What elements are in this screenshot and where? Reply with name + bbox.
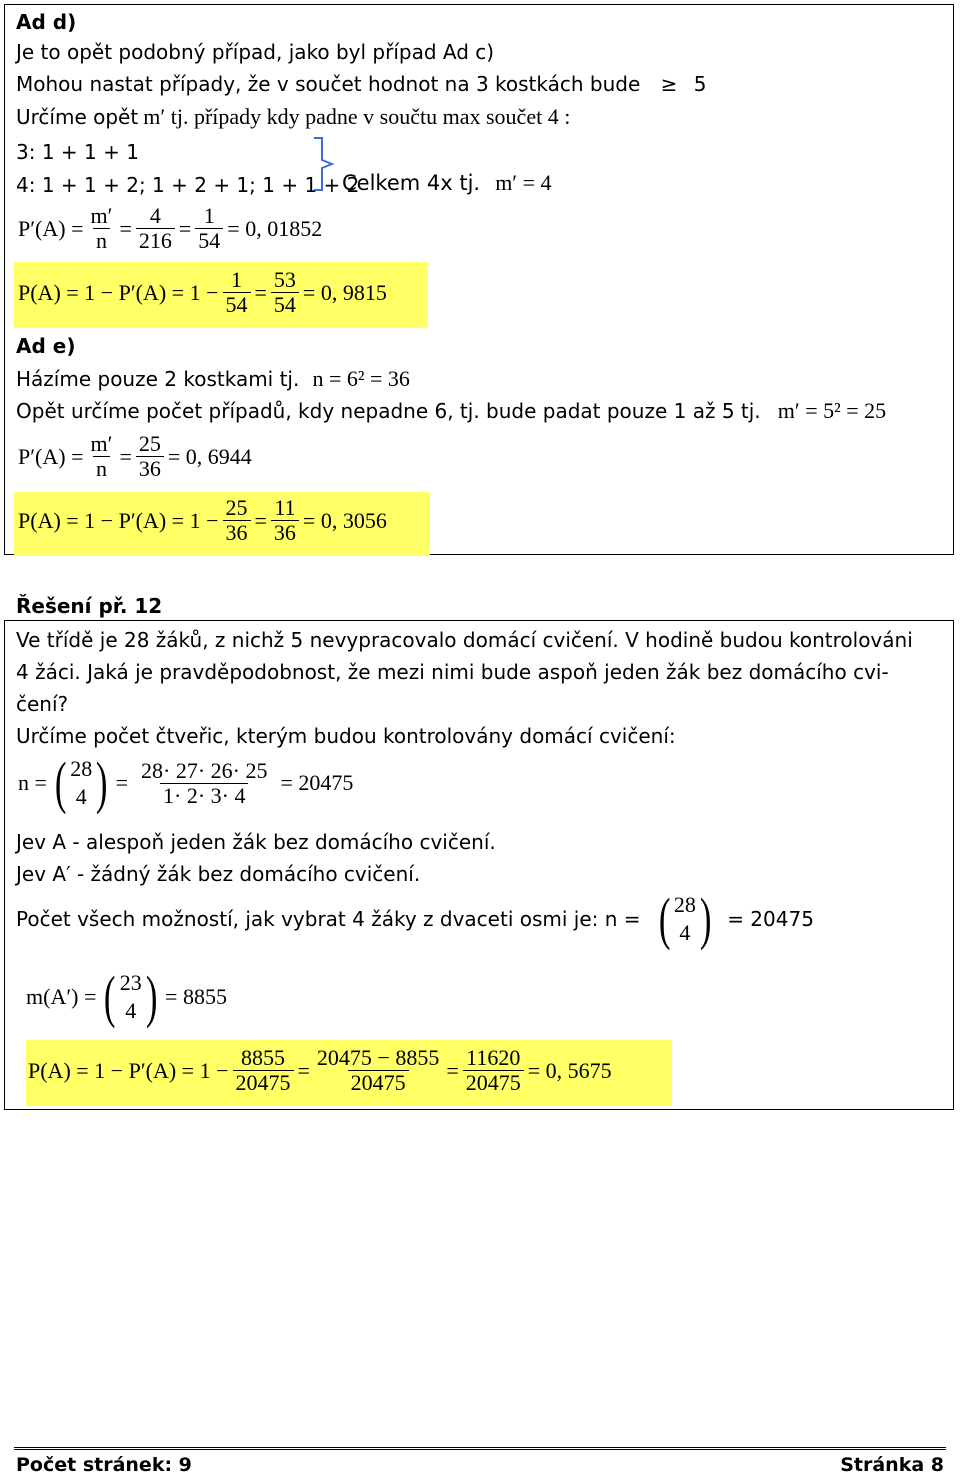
footer-page-count: Počet stránek: 9 (16, 1454, 192, 1476)
total-line (342, 170, 552, 196)
fraction: $\frac{1}{54}$ (223, 268, 251, 317)
eq-result: = 0, 6944 (167, 443, 252, 469)
pocet-line (16, 886, 814, 951)
eq-result: = 0, 3056 (302, 507, 387, 533)
reseni-p3: čení? (16, 692, 69, 716)
eq-result: = 0, 5675 (527, 1057, 612, 1083)
geq-value: 5 (693, 72, 707, 96)
ad-d-line3-text: Určíme opět (16, 105, 139, 129)
binomial: ( 28 4 ) (54, 750, 108, 815)
fraction: $\frac{11}{36}$ (271, 496, 299, 545)
eq-lhs: P(A) = 1 − P′(A) = 1 − (18, 507, 219, 533)
ad-e-heading: Ad e) (16, 334, 76, 358)
footer-divider (14, 1447, 946, 1450)
jev-a-prime: Jev A′ - žádný žák bez domácího cvičení. (16, 862, 421, 886)
total-text: Celkem 4x tj. (342, 171, 481, 195)
eq-lhs: P(A) = 1 − P′(A) = 1 − (18, 279, 219, 305)
fraction: $\frac{20475 - 8855}{20475}$ (316, 1045, 440, 1095)
fraction: $\frac{m'}{n}$ (90, 431, 113, 481)
fraction: $\frac{28\cdot 27\cdot 26\cdot 25}{1\cdot 2\cdot 3\cdot 4}$ (141, 757, 268, 808)
fraction: $\frac{4}{216}$ (136, 204, 175, 253)
fraction: $\frac{25}{36}$ (136, 432, 164, 481)
fraction: $\frac{8855}{20475}$ (233, 1046, 294, 1095)
ad-e-line1-text: Házíme pouze 2 kostkami tj. (16, 367, 300, 391)
ad-e-line2-text: Opět určíme počet případů, kdy nepadne 6, tj. bude padat pouze 1 až 5 tj. (16, 399, 761, 423)
ad-d-eq2: P(A) = 1 − P′(A) = 1 − $\frac{1}{54}$ = $\frac{53}{54}$ = 0, 9815 (18, 267, 387, 317)
pocet-result: = 20475 (727, 907, 814, 931)
fraction: $\frac{25}{36}$ (223, 496, 251, 545)
total-math: m′ = 4 (495, 170, 552, 195)
jev-a: Jev A - alespoň jeden žák bez domácího cvičení. (16, 830, 496, 854)
eq-lhs: P(A) = 1 − P′(A) = 1 − (28, 1057, 229, 1083)
ad-e-line2-math: m′ = 5² = 25 (777, 398, 887, 423)
ad-d-eq1: P′(A) = $\frac{m'}{n}$ = $\frac{4}{216}$ = $\frac{1}{54}$ = 0, 01852 (18, 203, 323, 253)
fraction: $\frac{m'}{n}$ (90, 203, 113, 253)
brace-icon (310, 134, 336, 194)
reseni-heading: Řešení př. 12 (16, 594, 163, 618)
eq-result: = 0, 9815 (302, 279, 387, 305)
fraction: $\frac{11620}{20475}$ (463, 1046, 524, 1095)
binomial: ( 28 4 ) (658, 886, 712, 951)
pocet-text: Počet všech možností, jak vybrat 4 žáky z dvaceti osmi je: n = (16, 907, 641, 931)
n-equation: n = ( 28 4 ) = $\frac{28\cdot 27\cdot 26\cdot 25}{1\cdot 2\cdot 3\cdot 4}$ = 20475 (18, 750, 354, 815)
ad-d-line2-text: Mohou nastat případy, že v součet hodnot na 3 kostkách bude (16, 72, 641, 96)
reseni-p2: 4 žáci. Jaká je pravděpodobnost, že mezi nimi bude aspoň jeden žák bez domácího cvi- (16, 660, 889, 684)
eq-result: = 0, 01852 (227, 215, 323, 241)
ad-d-heading: Ad d) (16, 10, 77, 34)
p-equation: P(A) = 1 − P′(A) = 1 − $\frac{8855}{20475}$ = $\frac{20475 - 8855}{20475}$ = $\frac{11620}{20475}$ = 0, 5675 (28, 1045, 612, 1095)
fraction: $\frac{53}{54}$ (271, 268, 299, 317)
eq-lhs: P′(A) = (18, 443, 84, 469)
binomial: ( 23 4 ) (104, 964, 158, 1029)
case-3: 3: 1 + 1 + 1 (16, 140, 139, 164)
m-equation (26, 964, 227, 1029)
ad-d-line3-math: m′ tj. případy kdy padne v součtu max součet 4 : (143, 104, 571, 129)
eq-result: = 20475 (280, 770, 354, 795)
reseni-p1: Ve třídě je 28 žáků, z nichž 5 nevypracovalo domácí cvičení. V hodině budou kontrolováni (16, 628, 913, 652)
geq-symbol: ≥ (660, 72, 678, 96)
ad-e-line2 (16, 398, 886, 424)
eq-result: = 8855 (165, 984, 227, 1009)
eq-lhs: P′(A) = (18, 215, 84, 241)
ad-d-line3 (16, 104, 570, 130)
reseni-p4: Určíme počet čtveřic, kterým budou kontrolovány domácí cvičení: (16, 724, 676, 748)
ad-e-line1-math: n = 6² = 36 (312, 366, 410, 391)
fraction: $\frac{1}{54}$ (195, 204, 223, 253)
ad-e-line1 (16, 366, 410, 392)
case-4: 4: 1 + 1 + 2; 1 + 2 + 1; 1 + 1 + 2 (16, 173, 360, 197)
eq-lhs: m(A′) = (26, 984, 97, 1009)
footer-page-number: Stránka 8 (840, 1454, 944, 1476)
ad-e-eq2: P(A) = 1 − P′(A) = 1 − $\frac{25}{36}$ = $\frac{11}{36}$ = 0, 3056 (18, 495, 387, 545)
eq-lhs: n = (18, 770, 47, 795)
ad-d-line1: Je to opět podobný případ, jako byl případ Ad c) (16, 40, 495, 64)
ad-e-eq1: P′(A) = $\frac{m'}{n}$ = $\frac{25}{36}$ = 0, 6944 (18, 431, 252, 481)
ad-d-line2 (16, 72, 707, 96)
